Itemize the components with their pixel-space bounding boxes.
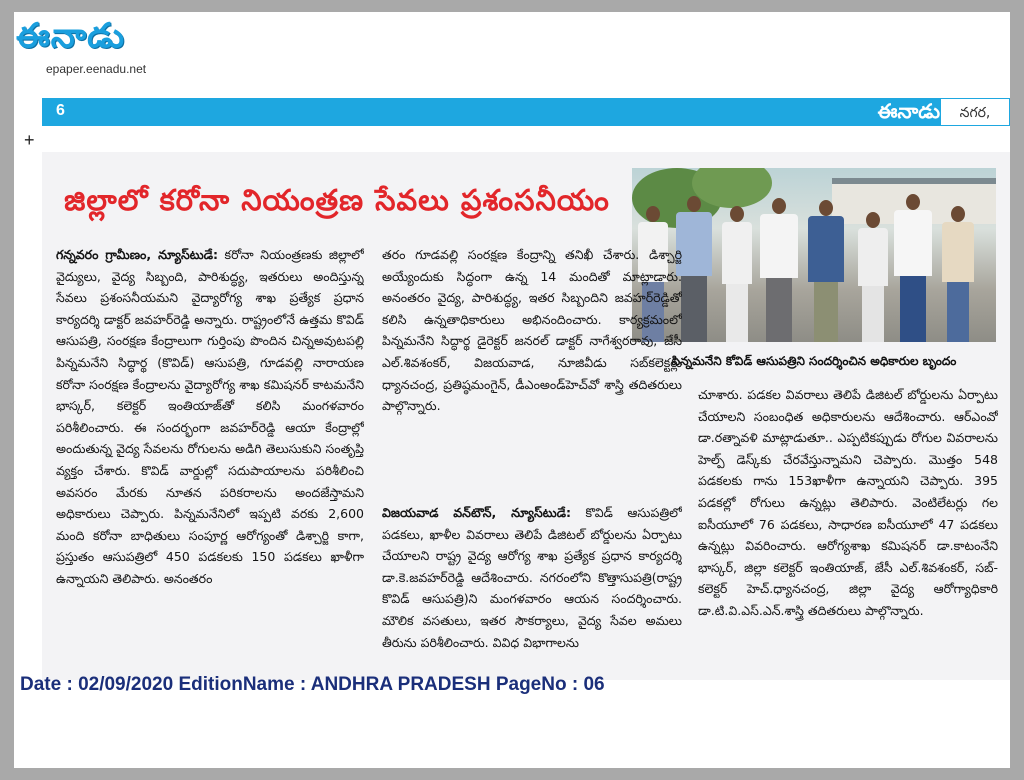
column-text: కరోనా నియంత్రణకు జిల్లాలో వైద్యులు, వైద్య సిబ్బంది, పారిశుద్ధ్య, ఇతరులు అందిస్తున్న సేవలు ప్రశంసనీయమని వైద్యారోగ్య శాఖ ప్రత్యేక ప్రధాన కార్యదర్శి డాక్టర్ జవహర్‌రెడ్డి అన్నారు. రాష్ట్రంలోనే ఉత్తమ కొవిడ్ ఆసుపత్రి, సంరక్షణ కేంద్రాలుగా గుర్తింపు పొందిన చిన్నఅవుటపల్లి పిన్నమనేని సిద్ధార్థ (కొవిడ్) ఆసుపత్రి, గూడవల్లి నారాయణ కరోనా సంరక్షణ కేంద్రాలను వైద్యారోగ్య శాఖ కమిషనర్ కాటమనేని భాస్కర్, కలెక్టర్ ఇంతియాజ్‌తో కలిసి మంగళవారం పరిశీలించారు. ఈ సందర్భంగా జవహర్‌రెడ్డి ఆయా కేంద్రాల్లో అందుతున్న వైద్య సేవలను రోగులను అడిగి తెలుసుకుని సంతృప్తి వ్యక్తం చేశారు. కొవిడ్ వార్డుల్లో సదుపాయాలను పరిశీలించి అవసరం మేరకు నూతన పరికరాలను అందజేస్తామని అధికారులు చెప్పారు. పిన్నమనేనిలో ఇప్పటి వరకు 2,600 మంది కరోనా బాధితులు సంపూర్ణ ఆరోగ్యంతో డిశ్చార్జి కాగా, ప్రస్తుతం ఆసుపత్రిలో 450 పడకలకు 150 పడకలు ఖాళీగా ఉన్నాయని తెలిపారు. అనంతరం xyxy=(56,247,364,586)
column-text: తరం గూడవల్లి సంరక్షణ కేంద్రాన్ని తనిఖీ చేశారు. డిశ్చార్జి అయ్యేందుకు సిద్ధంగా ఉన్న 14 మందితో మాట్లాడారు. అనంతరం వైద్య, పారిశుద్ధ్య, ఇతర సిబ్బందిని జవహర్‌రెడ్డితో కలిసి ఉన్నతాధికారులు అభినందించారు. కార్యక్రమంలో పిన్నమనేని సిద్ధార్థ డైరెక్టర్ జనరల్ డాక్టర్ నాగేశ్వరరావు, జేసీ ఎల్.శివశంకర్, విజయవాడ, నూజివీడు సబ్‌కలెక్టర్లు ధ్యానచంద్ర, ప్రతిష్ఠమంగైన్, డీఎంఅండ్‌హెచ్‌వో శాస్త్రి తదితరులు పాల్గొన్నారు. xyxy=(382,247,682,414)
news-clipping xyxy=(42,152,1010,680)
article-headline: జిల్లాలో కరోనా నియంత్రణ సేవలు ప్రశంసనీయం xyxy=(64,183,610,217)
edition-footer: Date : 02/09/2020 EditionName : ANDHRA PRADESH PageNo : 06 xyxy=(20,674,605,695)
bar-brand-logo: ఈనాడు xyxy=(877,99,940,123)
dateline: గన్నవరం గ్రామీణం, న్యూస్‌టుడే: xyxy=(56,247,218,262)
page-number: 6 xyxy=(56,102,65,119)
article-column-3 xyxy=(382,502,682,674)
epaper-url: epaper.eenadu.net xyxy=(46,62,147,76)
article-column-4 xyxy=(698,384,998,676)
column-text: కొవిడ్ ఆసుపత్రిలో పడకలు, ఖాళీల వివరాలు తెలిపే డిజిటల్ బోర్డులను ఏర్పాటు చేయాలని రాష్ట్ర వైద్య ఆరోగ్య శాఖ ప్రత్యేక ప్రధాన కార్యదర్శి డా.కె.జవహర్‌రెడ్డి ఆదేశించారు. నగరంలోని కొత్తాసుపత్రి(రాష్ట్ర కొవిడ్ ఆసుపత్రి)ని మంగళవారం ఆయన సందర్శించారు. మౌలిక వసతులు, ఇతర సౌకర్యాలు, వైద్య సేవల అమలు తీరును పరిశీలించారు. వివిధ విభాగాలను xyxy=(382,505,682,650)
page-header-bar xyxy=(42,98,1010,126)
article-column-2 xyxy=(382,244,682,502)
photo-caption: పిన్నమనేని కోవిడ్ ఆసుపత్రిని సందర్శించిన అధికారుల బృందం xyxy=(671,354,957,368)
plus-icon: + xyxy=(24,130,35,150)
article-photo xyxy=(632,168,996,342)
dateline: విజయవాడ వన్‌టౌన్, న్యూస్‌టుడే: xyxy=(382,505,571,520)
section-label: నగర, xyxy=(940,98,1010,126)
eenadu-logo: ఈనాడు xyxy=(16,16,126,56)
epaper-page xyxy=(14,12,1010,768)
article-column-1 xyxy=(56,244,364,674)
column-text: చూశారు. పడకల వివరాలు తెలిపే డిజిటల్ బోర్డులను ఏర్పాటు చేయాలని సంబంధిత అధికారులను ఆదేశించారు. ఆర్ఎంవో డా.రత్నావళి మాట్లాడుతూ.. ఎప్పటికప్పుడు రోగుల వివరాలను హెల్ప్ డెస్క్‌కు చేరవేస్తున్నామని చెప్పారు. మొత్తం 548 పడకలకు గాను 153ఖాళీగా ఉన్నాయని చెప్పారు. 395 పడకల్లో రోగులు ఉన్నట్లు తెలిపారు. వెంటిలేటర్లు గల ఐసీయూలో 76 పడకలు, సాధారణ ఐసీయూలో 47 పడకలు ఉన్నట్లు వివరించారు. ఆరోగ్యశాఖ కమిషనర్ డా.కాటంనేని భాస్కర్, జిల్లా కలెక్టర్ ఇంతియాజ్, జేసీ ఎల్.శివశంకర్, సబ్-కలెక్టర్ హెచ్.ధ్యానచంద్ర, జిల్లా వైద్య ఆరోగ్యాధికారి డా.టి.వి.ఎస్.ఎన్.శాస్త్రి తదితరులు పాల్గొన్నారు. xyxy=(698,387,998,618)
